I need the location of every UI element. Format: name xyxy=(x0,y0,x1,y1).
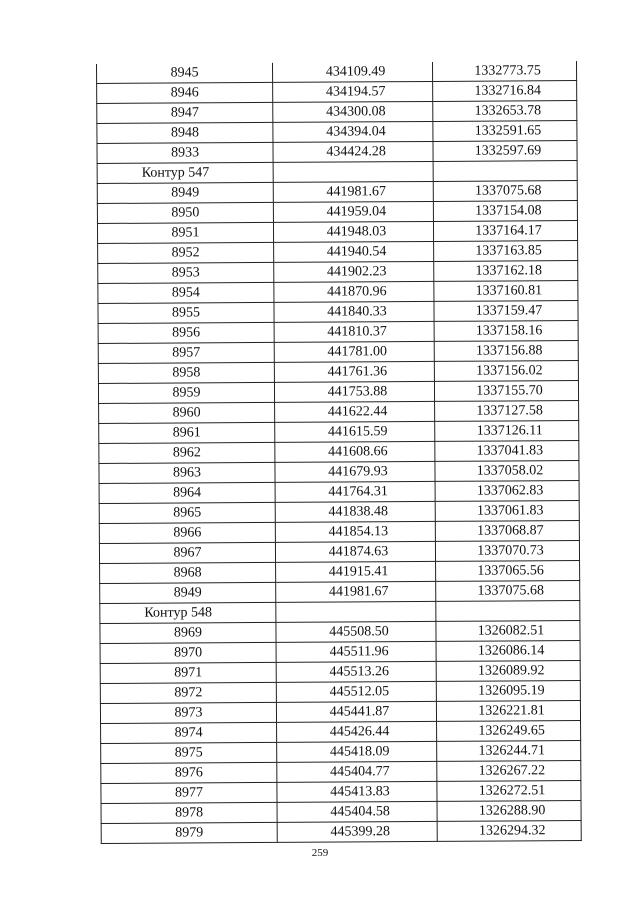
table-row xyxy=(98,241,578,264)
y-coordinate: 1337058.02 xyxy=(435,461,579,482)
point-number: 8965 xyxy=(99,502,275,523)
point-number: 8950 xyxy=(97,202,273,223)
x-coordinate: 445426.44 xyxy=(277,721,437,742)
point-number: 8974 xyxy=(101,722,277,743)
y-coordinate: 1332591.65 xyxy=(433,121,577,142)
y-coordinate: 1337075.68 xyxy=(436,581,580,602)
x-coordinate: 441915.41 xyxy=(276,561,436,582)
table-row xyxy=(101,821,581,844)
table-row xyxy=(100,641,580,664)
point-number: 8975 xyxy=(101,742,277,763)
table-row xyxy=(101,781,581,804)
y-coordinate: 1337162.18 xyxy=(434,261,578,282)
x-coordinate: 445441.87 xyxy=(276,701,436,722)
y-coordinate: 1337070.73 xyxy=(435,541,579,562)
point-number: 8946 xyxy=(97,82,273,103)
table-row xyxy=(97,81,577,104)
point-number: 8962 xyxy=(99,442,275,463)
y-coordinate: 1326086.14 xyxy=(436,641,580,662)
table-row xyxy=(99,421,579,444)
y-coordinate: 1332773.75 xyxy=(432,61,576,81)
point-number: 8953 xyxy=(98,262,274,283)
y-coordinate: 1337127.58 xyxy=(435,401,579,422)
coordinates-table-body xyxy=(96,61,581,843)
x-coordinate: 441981.67 xyxy=(273,181,433,202)
x-coordinate: 441874.63 xyxy=(275,541,435,562)
point-number: 8949 xyxy=(97,182,273,203)
y-coordinate: 1337154.08 xyxy=(433,201,577,222)
point-number: 8951 xyxy=(97,222,273,243)
table-row xyxy=(100,701,580,724)
table-row xyxy=(100,661,580,684)
x-coordinate: 445418.09 xyxy=(277,741,437,762)
x-coordinate: 445399.28 xyxy=(277,821,437,842)
point-number: 8977 xyxy=(101,782,277,803)
point-number: 8979 xyxy=(101,822,277,843)
point-number: 8970 xyxy=(100,642,276,663)
point-number: 8956 xyxy=(98,322,274,343)
x-coordinate: 441940.54 xyxy=(274,241,434,262)
table-row xyxy=(97,181,577,204)
x-coordinate: 441761.36 xyxy=(274,361,434,382)
table-row xyxy=(100,581,580,604)
table-row xyxy=(98,321,578,344)
table-row xyxy=(100,561,580,584)
point-number: 8949 xyxy=(100,582,276,603)
y-coordinate: 1337068.87 xyxy=(435,521,579,542)
point-number: 8952 xyxy=(98,242,274,263)
point-number: 8959 xyxy=(98,382,274,403)
point-number: 8967 xyxy=(99,542,275,563)
table-row xyxy=(99,541,579,564)
point-number: 8968 xyxy=(100,562,276,583)
table-row xyxy=(99,441,579,464)
y-coordinate: 1337156.88 xyxy=(434,341,578,362)
x-coordinate: 441854.13 xyxy=(275,521,435,542)
y-coordinate: 1337041.83 xyxy=(435,441,579,462)
point-number: 8948 xyxy=(97,122,273,143)
x-coordinate: 445413.83 xyxy=(277,781,437,802)
point-number: 8933 xyxy=(97,142,273,163)
point-number: 8945 xyxy=(96,63,272,84)
point-number: 8958 xyxy=(98,362,274,383)
table-row xyxy=(101,721,581,744)
y-coordinate: 1326082.51 xyxy=(436,621,580,642)
table-row xyxy=(99,401,579,424)
empty-cell xyxy=(433,161,577,182)
table-row xyxy=(97,101,577,124)
table-row xyxy=(98,261,578,284)
y-coordinate: 1332597.69 xyxy=(433,141,577,162)
point-number: 8969 xyxy=(100,622,276,643)
y-coordinate: 1337156.02 xyxy=(434,361,578,382)
y-coordinate: 1326288.90 xyxy=(437,801,581,822)
x-coordinate: 441622.44 xyxy=(275,401,435,422)
point-number: 8978 xyxy=(101,802,277,823)
table-row xyxy=(96,61,576,83)
x-coordinate: 445404.58 xyxy=(277,801,437,822)
x-coordinate: 441781.00 xyxy=(274,341,434,362)
x-coordinate: 441764.31 xyxy=(275,481,435,502)
y-coordinate: 1337126.11 xyxy=(435,421,579,442)
table-row xyxy=(97,141,577,164)
x-coordinate: 434394.04 xyxy=(273,121,433,142)
table-row xyxy=(98,341,578,364)
x-coordinate: 434109.49 xyxy=(272,62,432,82)
y-coordinate: 1337163.85 xyxy=(434,241,578,262)
point-number: 8963 xyxy=(99,462,275,483)
y-coordinate: 1326221.81 xyxy=(436,701,580,722)
x-coordinate: 441679.93 xyxy=(275,461,435,482)
x-coordinate: 434194.57 xyxy=(273,81,433,102)
x-coordinate: 445404.77 xyxy=(277,761,437,782)
y-coordinate: 1326249.65 xyxy=(437,721,581,742)
x-coordinate: 441753.88 xyxy=(274,381,434,402)
empty-cell xyxy=(273,161,433,182)
table-row xyxy=(99,461,579,484)
coordinates-table xyxy=(96,61,582,844)
y-coordinate: 1332716.84 xyxy=(433,81,577,102)
point-number: 8976 xyxy=(101,762,277,783)
y-coordinate: 1337160.81 xyxy=(434,281,578,302)
point-number: 8964 xyxy=(99,482,275,503)
point-number: 8961 xyxy=(99,422,275,443)
point-number: 8960 xyxy=(99,402,275,423)
y-coordinate: 1337065.56 xyxy=(436,561,580,582)
table-row xyxy=(97,121,577,144)
y-coordinate: 1337075.68 xyxy=(433,181,577,202)
y-coordinate: 1326272.51 xyxy=(437,781,581,802)
y-coordinate: 1326095.19 xyxy=(436,681,580,702)
table-row xyxy=(97,201,577,224)
table-row xyxy=(98,361,578,384)
point-number: 8947 xyxy=(97,102,273,123)
table-row xyxy=(98,301,578,324)
y-coordinate: 1337158.16 xyxy=(434,321,578,342)
y-coordinate: 1326089.92 xyxy=(436,661,580,682)
point-number: 8954 xyxy=(98,282,274,303)
x-coordinate: 441838.48 xyxy=(275,501,435,522)
table-row xyxy=(100,681,580,704)
point-number: 8971 xyxy=(100,662,276,683)
table-row xyxy=(97,221,577,244)
y-coordinate: 1337159.47 xyxy=(434,301,578,322)
contour-label: Контур 547 xyxy=(97,162,273,183)
x-coordinate: 441810.37 xyxy=(274,321,434,342)
y-coordinate: 1326294.32 xyxy=(437,821,581,842)
point-number: 8957 xyxy=(98,342,274,363)
page-number: 259 xyxy=(311,847,329,859)
x-coordinate: 441948.03 xyxy=(273,221,433,242)
table-row xyxy=(99,521,579,544)
empty-cell xyxy=(276,601,436,622)
x-coordinate: 441840.33 xyxy=(274,301,434,322)
x-coordinate: 441902.23 xyxy=(274,261,434,282)
y-coordinate: 1326267.22 xyxy=(437,761,581,782)
table-row xyxy=(99,501,579,524)
point-number: 8955 xyxy=(98,302,274,323)
table-row xyxy=(100,621,580,644)
x-coordinate: 441981.67 xyxy=(276,581,436,602)
point-number: 8973 xyxy=(100,702,276,723)
point-number: 8972 xyxy=(100,682,276,703)
table-row xyxy=(101,761,581,784)
y-coordinate: 1337164.17 xyxy=(433,221,577,242)
y-coordinate: 1332653.78 xyxy=(433,101,577,122)
x-coordinate: 434424.28 xyxy=(273,141,433,162)
y-coordinate: 1337062.83 xyxy=(435,481,579,502)
table-row xyxy=(99,481,579,504)
x-coordinate: 445511.96 xyxy=(276,641,436,662)
empty-cell xyxy=(436,601,580,622)
y-coordinate: 1326244.71 xyxy=(437,741,581,762)
x-coordinate: 441615.59 xyxy=(275,421,435,442)
x-coordinate: 441608.66 xyxy=(275,441,435,462)
x-coordinate: 434300.08 xyxy=(273,101,433,122)
x-coordinate: 445512.05 xyxy=(276,681,436,702)
x-coordinate: 441959.04 xyxy=(273,201,433,222)
table-row xyxy=(101,801,581,824)
x-coordinate: 445513.26 xyxy=(276,661,436,682)
x-coordinate: 445508.50 xyxy=(276,621,436,642)
table-row xyxy=(98,381,578,404)
point-number: 8966 xyxy=(99,522,275,543)
table-row xyxy=(101,741,581,764)
y-coordinate: 1337061.83 xyxy=(435,501,579,522)
contour-label: Контур 548 xyxy=(100,602,276,623)
y-coordinate: 1337155.70 xyxy=(434,381,578,402)
table-row xyxy=(98,281,578,304)
x-coordinate: 441870.96 xyxy=(274,281,434,302)
